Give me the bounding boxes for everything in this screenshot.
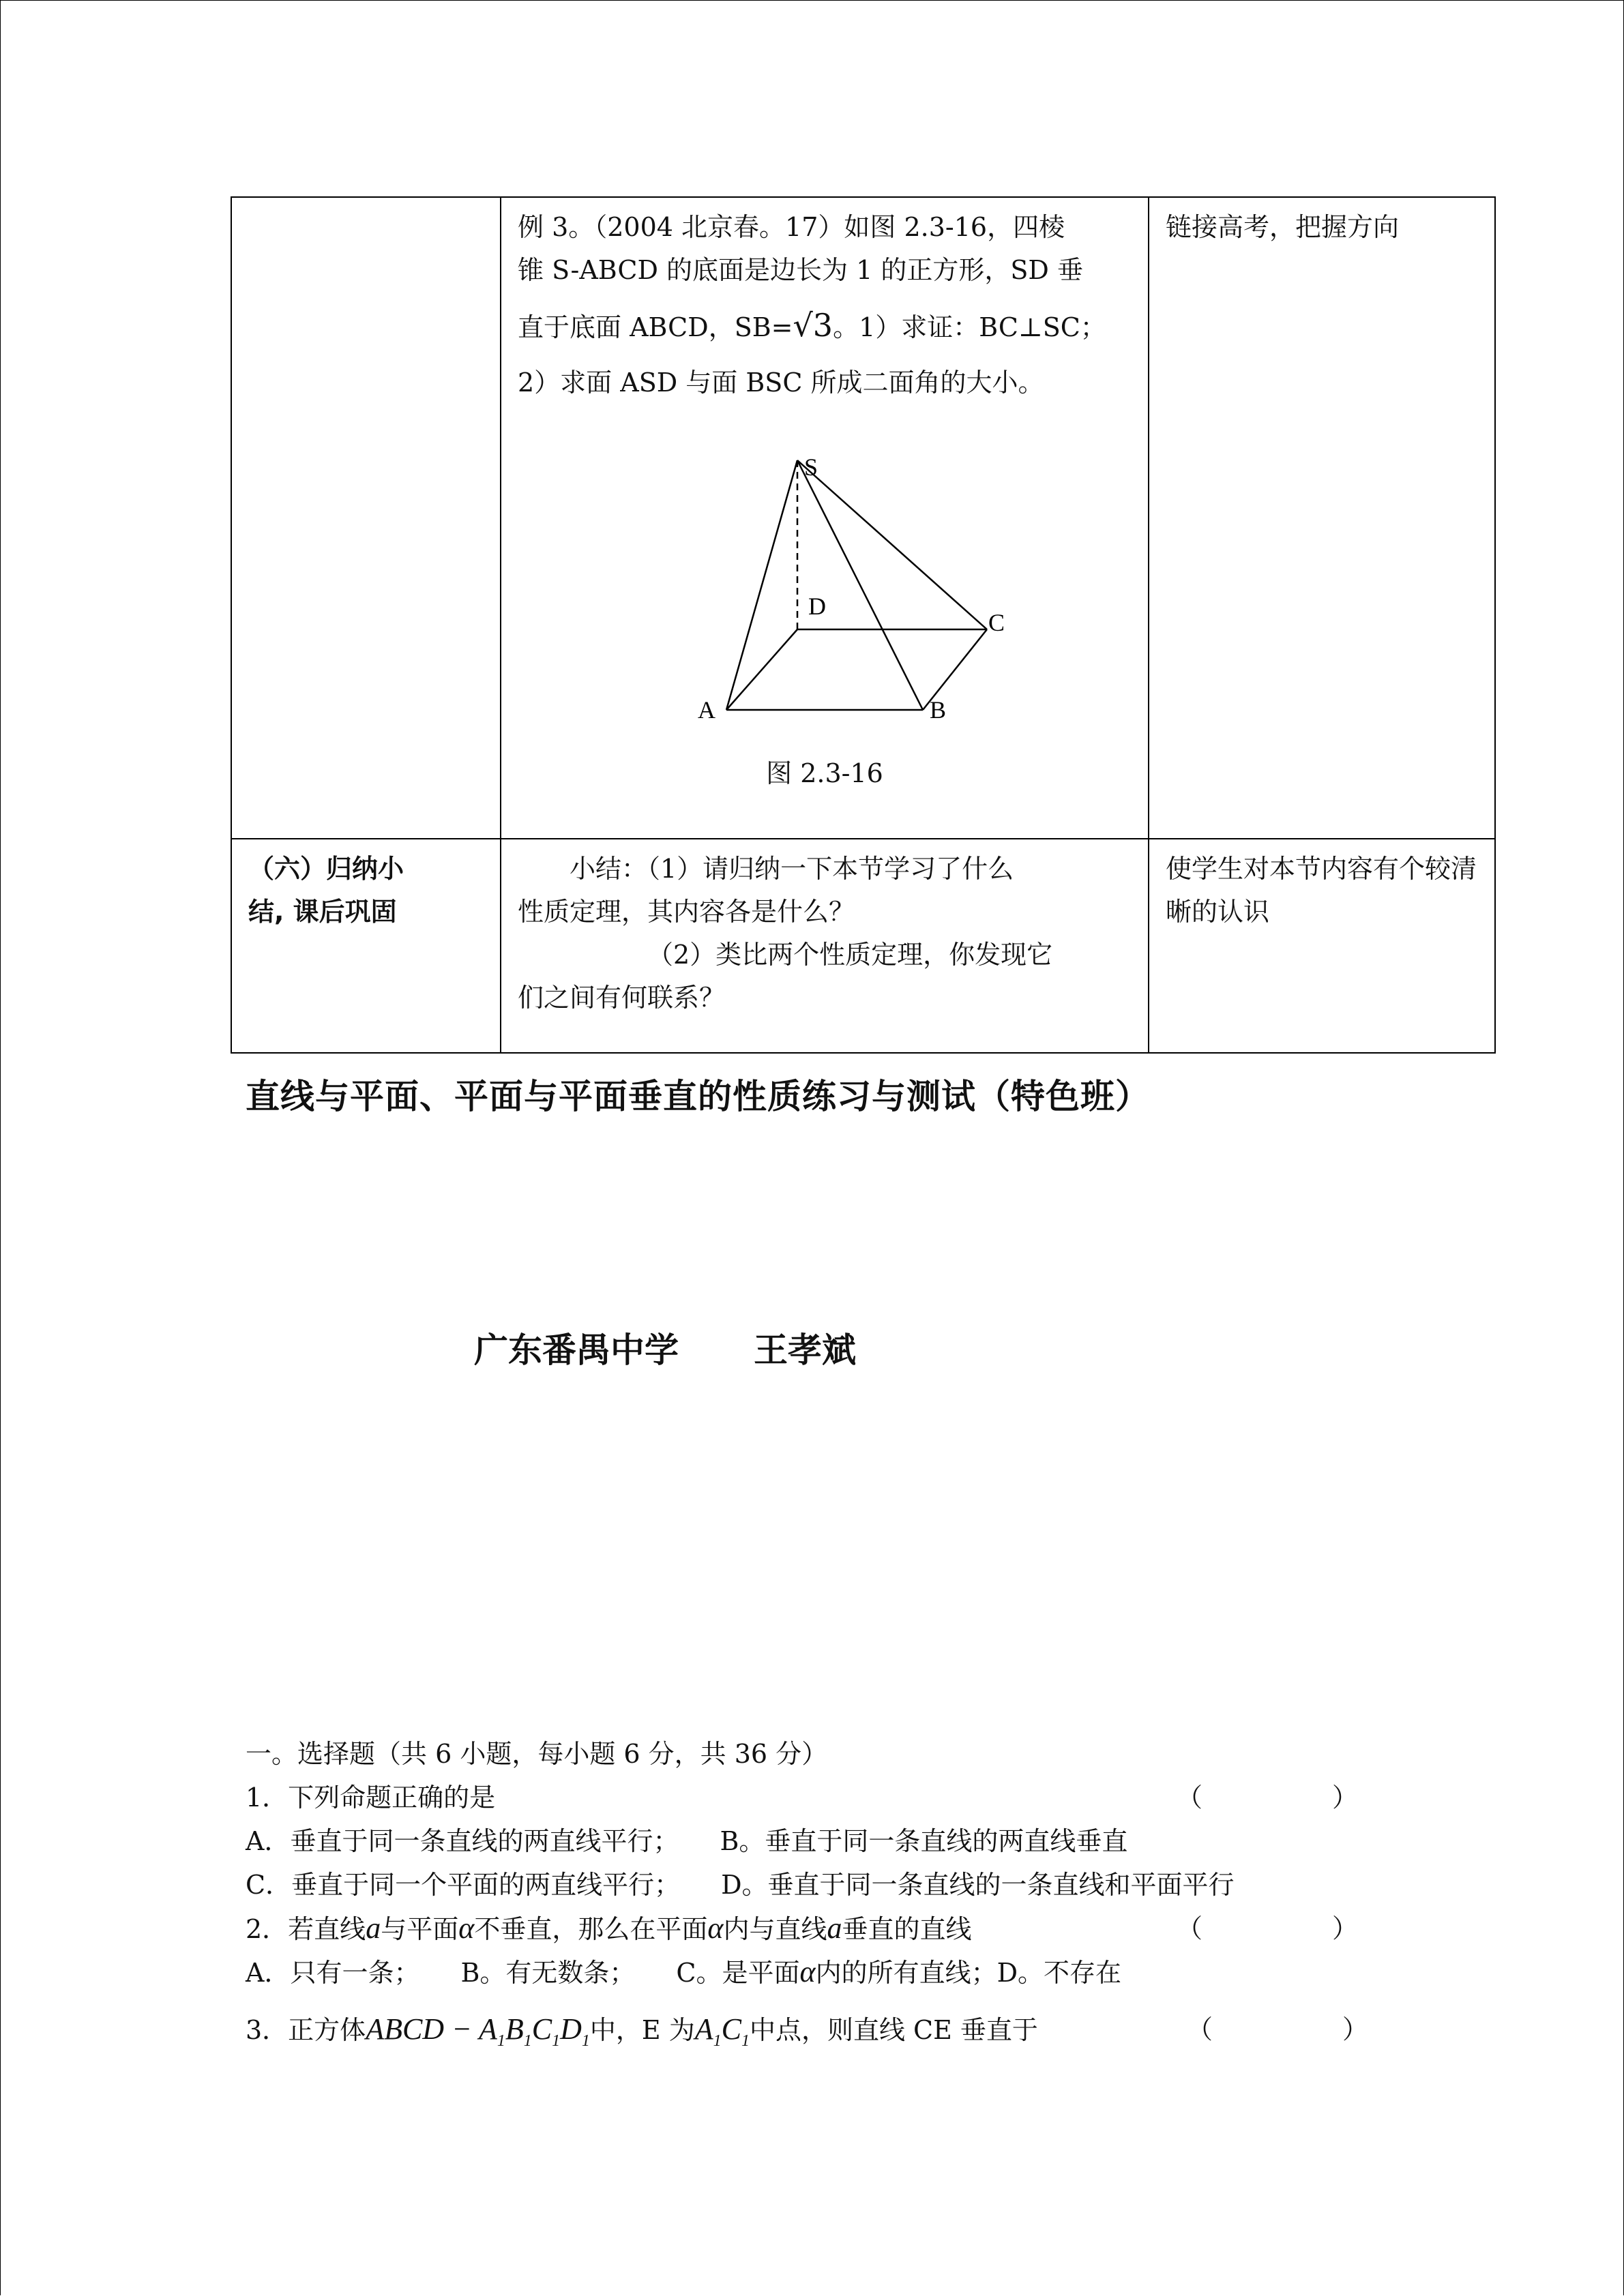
sqrt-three: √3 [793, 307, 833, 344]
summary-line: 小结：（1）请归纳一下本节学习了什么 [570, 854, 1014, 884]
figure-caption: 图 2.3-16 [766, 758, 883, 788]
math-text: A [694, 2012, 713, 2046]
option-text: 内的所有直线；D。不存在 [815, 1958, 1122, 1988]
math-text: D [560, 2012, 582, 2046]
label-c: C [988, 609, 1005, 636]
option-d: D。垂直于同一条直线的一条直线和平面平行 [721, 1870, 1235, 1900]
pyramid-diagram [518, 445, 1132, 732]
math-text: ABCD − A [366, 2012, 497, 2046]
option-a: A．垂直于同一条直线的两直线平行； [246, 1826, 679, 1856]
summary-line: 们之间有何联系？ [518, 983, 726, 1013]
question-2 [246, 1907, 1364, 1950]
content-cell [501, 839, 1149, 1053]
math-var: α [707, 1911, 724, 1945]
question-stem: 3．正方体 [246, 2015, 366, 2045]
label-s: S [804, 453, 818, 481]
options-row [246, 1863, 1364, 1907]
subscript: 1 [713, 2031, 722, 2050]
option-c [676, 1955, 1122, 1988]
label-a: A [698, 696, 715, 724]
label-d: D [808, 593, 826, 620]
stage-line: 结, 课后巩固 [248, 897, 397, 927]
author-name: 王孝斌 [754, 1330, 856, 1370]
table-row [231, 839, 1495, 1053]
question-stem: 2．若直线 [246, 1914, 366, 1944]
stage-cell [231, 197, 501, 839]
example-text: 。1）求证：BC⊥SC； [833, 312, 1106, 342]
subscript: 1 [523, 2031, 532, 2050]
option-c: C．垂直于同一个平面的两直线平行； [246, 1870, 681, 1900]
option-a: A．只有一条； [246, 1958, 420, 1988]
question-3 [246, 2008, 1369, 2051]
question-stem: 中点，则直线 CE 垂直于 [749, 2015, 1038, 2045]
option-b: B。垂直于同一条直线的两直线垂直 [720, 1826, 1128, 1856]
answer-paren: （ ） [1187, 2014, 1369, 2044]
content-cell [501, 197, 1149, 839]
school-name: 广东番禺中学 [474, 1330, 679, 1370]
cube-expression [366, 2012, 590, 2050]
math-var: a [827, 1911, 842, 1945]
section-heading: 一。选择题（共 6 小题，每小题 6 分，共 36 分） [246, 1739, 828, 1769]
table-row [231, 197, 1495, 839]
author-line [474, 1323, 856, 1372]
question-stem: 中，E 为 [589, 2015, 695, 2045]
purpose-cell: 链接高考，把握方向 [1149, 197, 1495, 839]
example-line: 锥 S-ABCD 的底面是边长为 1 的正方形，SD 垂 [518, 255, 1083, 285]
question-stem: 垂直的直线 [842, 1914, 972, 1944]
subscript: 1 [581, 2031, 590, 2050]
document-title: 直线与平面、平面与平面垂直的性质练习与测试（特色班） [246, 1077, 1150, 1116]
subscript: 1 [741, 2031, 750, 2050]
subscript: 1 [552, 2031, 561, 2050]
question-stem: 不垂直，那么在平面 [474, 1914, 708, 1944]
stage-cell [231, 839, 501, 1053]
label-b: B [930, 696, 947, 724]
question-1 [246, 1776, 1364, 1819]
option-text: C。是平面 [676, 1958, 800, 1988]
summary-line: 性质定理，其内容各是什么？ [518, 897, 855, 927]
math-var: α [458, 1911, 475, 1945]
subscript: 1 [497, 2031, 505, 2050]
math-var: α [799, 1955, 816, 1988]
option-b: B。有无数条； [460, 1958, 636, 1988]
example-line [518, 304, 1132, 349]
stage-line: （六）归纳小 [248, 854, 404, 884]
answer-paren: （ ） [1177, 1913, 1359, 1943]
question-stem: 1．下列命题正确的是 [246, 1783, 496, 1813]
questions-section [246, 1732, 1369, 2051]
options-row [246, 1819, 1364, 1863]
math-text: C [531, 2012, 552, 2046]
lesson-table [231, 196, 1496, 1054]
pyramid-figure [518, 445, 1132, 732]
options-row [246, 1950, 1364, 1994]
question-stem: 与平面 [381, 1914, 459, 1944]
purpose-cell: 使学生对本节内容有个较清晰的认识 [1149, 839, 1495, 1053]
math-text: B [505, 2012, 524, 2046]
summary-line: （2）类比两个性质定理，你发现它 [647, 940, 1053, 970]
question-stem: 内与直线 [723, 1914, 827, 1944]
answer-paren: （ ） [1177, 1783, 1359, 1813]
example-text: 直于底面 ABCD，SB= [518, 312, 793, 342]
example-line: 2）求面 ASD 与面 BSC 所成二面角的大小。 [518, 368, 1044, 398]
segment-expression [694, 2012, 750, 2050]
math-var: a [366, 1911, 381, 1945]
math-text: C [721, 2012, 741, 2046]
example-line: 例 3。（2004 北京春。17）如图 2.3-16，四棱 [518, 212, 1065, 242]
